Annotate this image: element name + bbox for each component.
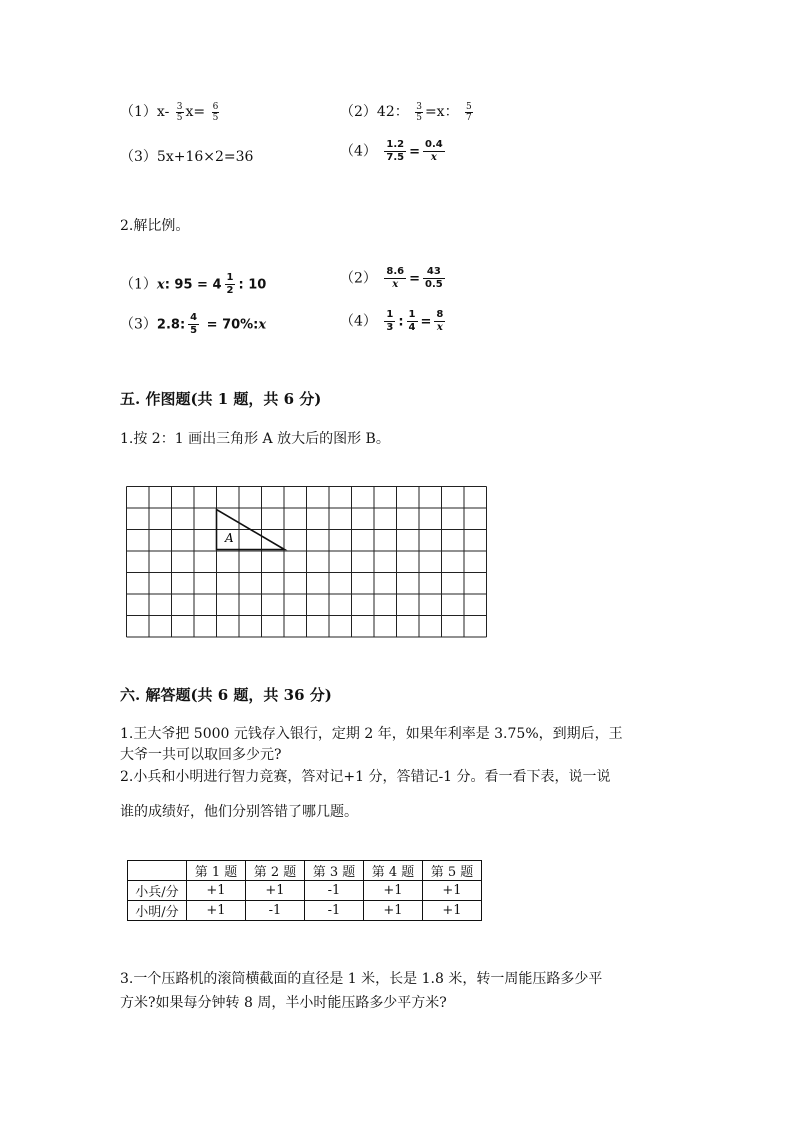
table-header-row: 第 1 题 第 2 题 第 3 题 第 4 题 第 5 题: [128, 861, 482, 881]
proportion-2: （2） $\frac{8.6}{x}$ = $\frac{43}{0.5}$: [340, 266, 443, 290]
proportion-1: （1）x: 95 = 4 $\frac{1}{2}$ : 10: [120, 272, 267, 296]
fraction: $\frac{8}{x}$: [436, 309, 444, 333]
item-number: （1）: [120, 104, 157, 120]
section-5-question-1: 1.按 2：1 画出三角形 A 放大后的图形 B。: [120, 431, 390, 447]
section-6-q2-line2: 谁的成绩好，他们分别答错了哪几题。: [120, 804, 358, 820]
fraction: $\frac{3}{5}$: [176, 101, 183, 123]
drawing-grid: [125, 485, 491, 640]
fraction: $\frac{6}{5}$: [212, 101, 219, 123]
section-6-q1-line1: 1.王大爷把 5000 元钱存入银行，定期 2 年，如果年利率是 3.75%，到期后，王: [120, 726, 623, 742]
proportion-4: （4） $\frac{1}{3}$ : $\frac{1}{4}$ = $\frac{8}{x}$: [340, 309, 444, 333]
section-6-q1-line2: 大爷一共可以取回多少元?: [120, 747, 282, 763]
equation-3: （3）5x+16×2=36: [120, 149, 254, 165]
fraction: $\frac{8.6}{x}$: [386, 266, 405, 290]
equation-1: （1）x- $\frac{3}{5}$ x= $\frac{6}{5}$: [120, 101, 219, 123]
fraction: $\frac{1}{2}$: [226, 272, 234, 296]
section-6-q3-line1: 3.一个压路机的滚筒横截面的直径是 1 米，长是 1.8 米，转一周能压路多少平: [120, 971, 603, 987]
table-row: 小明/分 +1 -1 -1 +1 +1: [128, 901, 482, 921]
fraction: $\frac{1}{3}$: [386, 309, 394, 333]
fraction: $\frac{4}{5}$: [190, 312, 198, 336]
section-6-q2-line1: 2.小兵和小明进行智力竞赛，答对记+1 分，答错记-1 分。看一看下表，说一说: [120, 769, 611, 785]
table-row: 小兵/分 +1 +1 -1 +1 +1: [128, 881, 482, 901]
score-table: [127, 860, 482, 921]
section-6-q3-line2: 方米?如果每分钟转 8 周，半小时能压路多少平方米?: [120, 995, 447, 1011]
equation-2: （2）42： $\frac{3}{5}$ =x： $\frac{5}{7}$: [340, 101, 472, 123]
equation-4: （4） $\frac{1.2}{7.5}$ = $\frac{0.4}{x}$: [340, 139, 443, 163]
fraction: $\frac{1.2}{7.5}$: [386, 139, 405, 163]
fraction: $\frac{5}{7}$: [466, 101, 472, 123]
question-2-title: 2.解比例。: [120, 218, 190, 234]
triangle-a-label: A: [225, 531, 234, 545]
fraction: $\frac{43}{0.5}$: [425, 266, 443, 290]
proportion-3: （3）2.8: $\frac{4}{5}$ = 70%:x: [120, 312, 267, 336]
fraction: $\frac{0.4}{x}$: [425, 139, 443, 163]
fraction: $\frac{3}{5}$: [416, 101, 422, 123]
fraction: $\frac{1}{4}$: [408, 309, 416, 333]
section-5-heading: 五. 作图题(共 1 题，共 6 分): [120, 390, 322, 408]
section-6-heading: 六. 解答题(共 6 题，共 36 分): [120, 686, 332, 704]
